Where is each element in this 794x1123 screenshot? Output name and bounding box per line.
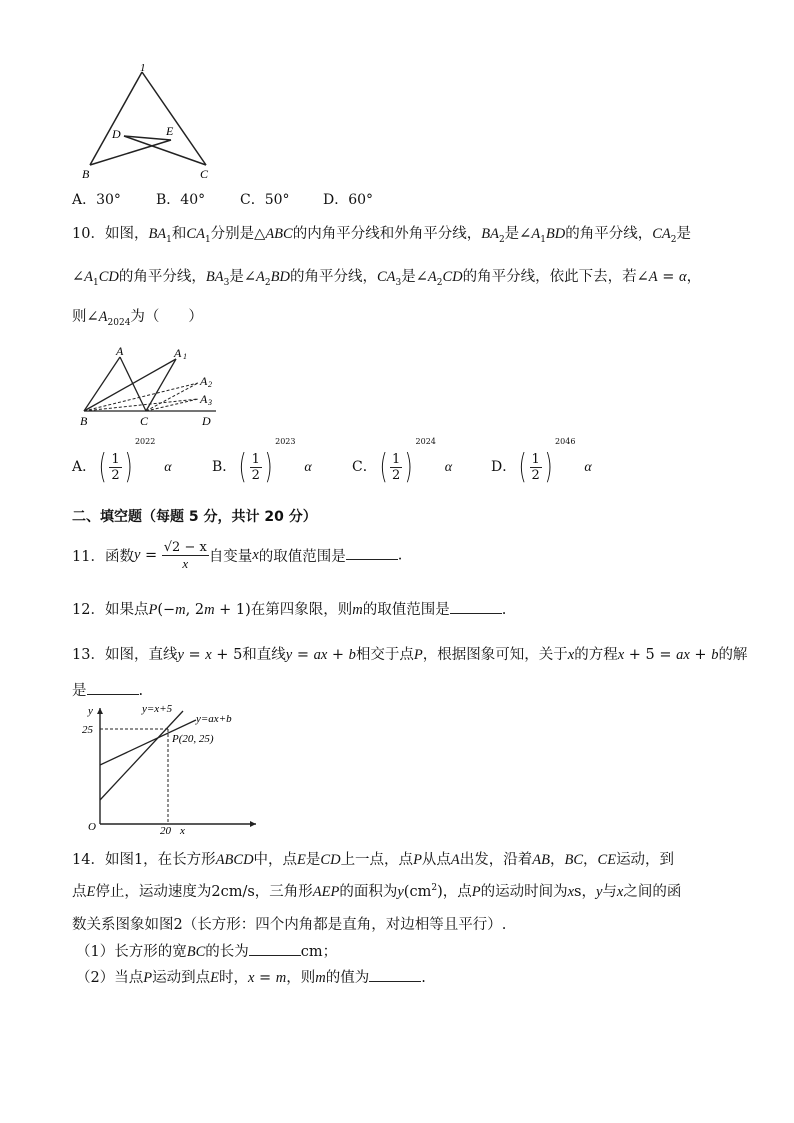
angle-bisector-figure-q10 — [76, 343, 226, 429]
q14-line-2: 点E停止，运动速度为2cm/s，三角形AEP的面积为$y(cm^2)$，点P的运动时间为xs，y与x之间的函 — [72, 883, 682, 900]
q10-option-c: C．( $\frac{1}{2}$ )$^{2024}$ α — [352, 437, 453, 487]
svg-text:2: 2 — [208, 380, 212, 389]
graph-x-label: x — [180, 825, 185, 836]
q14-line-1: 14．如图1，在长方形ABCD中，点E是CD上一点，点P从点A出发，沿着AB，BC，CE运动，到 — [72, 852, 675, 868]
graph-point-p: P(20, 25) — [172, 733, 214, 745]
q13-answer-blank[interactable] — [87, 682, 139, 695]
graph-tick-20: 20 — [160, 825, 171, 836]
fig10-label-a1: A — [174, 346, 182, 360]
q10-line-2: $\angle A_1CD$的角平分线，$BA_3$是$\angle A_2BD$的角平分线，$CA_3$是$\angle A_2CD$的角平分线，依此下去，若∠A = α， — [72, 269, 702, 288]
q13-line-2: 是 . — [72, 683, 144, 699]
q11-answer-blank[interactable] — [346, 547, 398, 560]
fig10-label-d: D — [202, 414, 211, 428]
fig9-label-b: B — [82, 167, 90, 181]
q11: 11．函数y = $\frac{√2 - x}{x}$ 自变量x的取值范围是 . — [72, 540, 403, 571]
q12-answer-blank[interactable] — [450, 601, 502, 614]
graph-label-line1: y=x+5 — [142, 703, 173, 715]
graph-label-line2: y=ax+b — [196, 713, 232, 725]
q9-option-d: D．60° — [323, 192, 374, 208]
svg-text:3: 3 — [208, 398, 212, 407]
fig9-label-e: E — [166, 124, 174, 138]
q14-2-answer-blank[interactable] — [369, 969, 421, 982]
triangle-figure-q9 — [78, 60, 218, 184]
fig10-label-a3: A — [200, 392, 208, 406]
q10-option-d: D．( $\frac{1}{2}$ )$^{2046}$ α — [491, 437, 592, 487]
fig10-label-a2: A — [200, 374, 208, 388]
fig10-label-c: C — [140, 414, 149, 428]
fig10-label-b: B — [80, 414, 88, 428]
q13-line-1: 13．如图，直线y = x + 5和直线y = ax + b相交于点P，根据图象可知，关于x的方程x + 5 = ax + b的解 — [72, 647, 748, 663]
q10-option-b: B．( $\frac{1}{2}$ )$^{2023}$ α — [212, 437, 312, 487]
q9-option-c: C．50° — [240, 192, 290, 208]
q9-option-a: A．30° — [72, 192, 121, 208]
fig9-label-top: 1 — [140, 62, 146, 74]
fig9-label-c: C — [200, 167, 209, 181]
q12: 12．如果点P(−m, 2m + 1)在第四象限，则m的取值范围是 . — [72, 602, 507, 618]
q9-option-b: B．40° — [156, 192, 206, 208]
q14-sub-1: （1）长方形的宽BC的长为 cm； — [76, 944, 338, 960]
section-title: 二、填空题（每题 5 分，共计 20 分） — [72, 509, 317, 525]
q14-line-3: 数关系图象如图2（长方形：四个内角都是直角，对边相等且平行）. — [72, 917, 507, 933]
line-intersection-graph-q13 — [80, 700, 260, 836]
q10-line-1: 10．如图，$BA_1$和$CA_1$分别是△ABC的内角平分线和外角平分线，$BA_2$是$\angle A_1BD$的角平分线，$CA_2$是 — [72, 226, 692, 245]
svg-text:1: 1 — [183, 352, 187, 361]
graph-tick-25: 25 — [82, 724, 93, 736]
q10-line-3: 则$\angle A_{2024}$为（ ） — [72, 309, 203, 328]
graph-origin: O — [88, 821, 96, 833]
q10-option-a: A．( $\frac{1}{2}$ )$^{2022}$ α — [72, 437, 172, 487]
fig9-label-d: D — [112, 127, 121, 141]
fig10-label-a: A — [116, 344, 124, 358]
q14-sub-2: （2）当点P运动到点E时，x = m，则m的值为 . — [76, 970, 426, 986]
graph-y-label: y — [88, 705, 93, 717]
q14-1-answer-blank[interactable] — [249, 943, 301, 956]
